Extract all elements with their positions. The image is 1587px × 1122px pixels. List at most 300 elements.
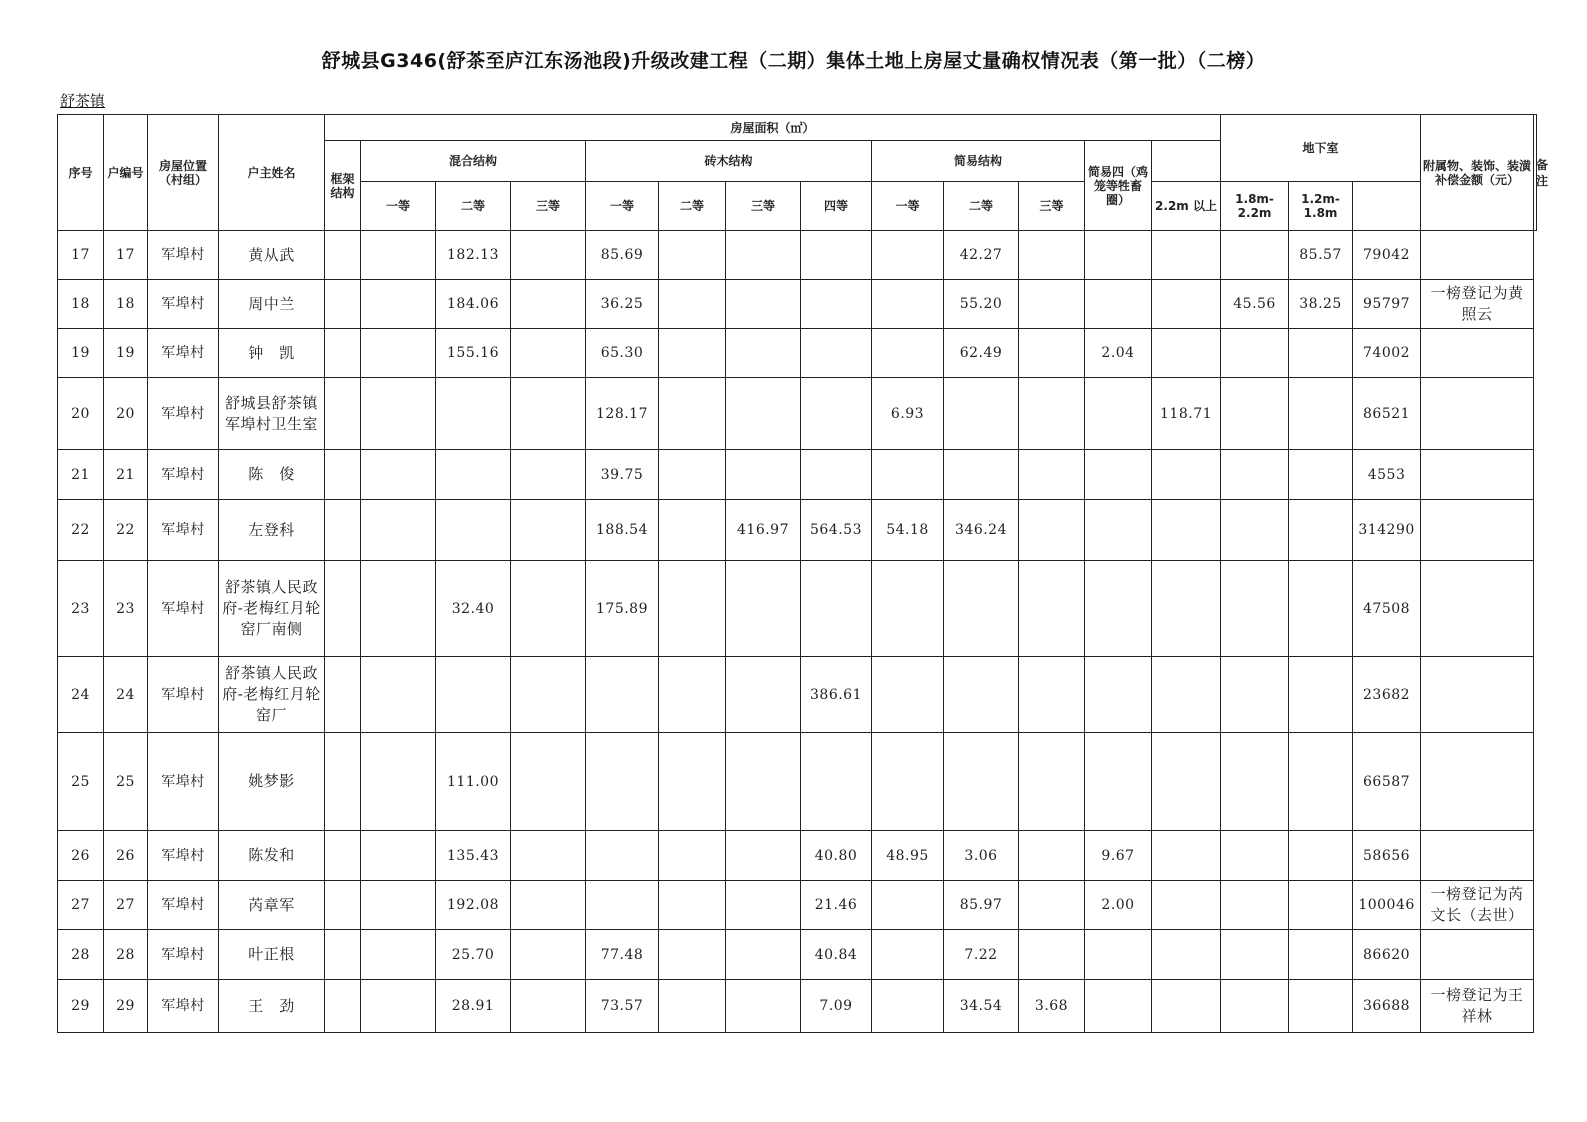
- header-brick-wood: 砖木结构: [586, 141, 872, 182]
- cell-brick-grade2: [659, 657, 726, 733]
- cell-simple-grade2: [944, 733, 1019, 831]
- cell-mixed-grade2: 25.70: [436, 930, 511, 980]
- cell-brick-grade1: 36.25: [586, 280, 659, 329]
- cell-basement-over-2-2m: [1152, 500, 1221, 561]
- cell-mixed-grade1: [361, 378, 436, 450]
- cell-mixed-grade1: [361, 881, 436, 930]
- cell-brick-grade1: 77.48: [586, 930, 659, 980]
- cell-brick-grade3: [726, 881, 801, 930]
- cell-mixed-grade1: [361, 450, 436, 500]
- cell-brick-grade2: [659, 831, 726, 881]
- cell-basement-1-2-1-8m: [1289, 831, 1353, 881]
- cell-basement-1-2-1-8m: [1289, 329, 1353, 378]
- cell-household-no: 27: [104, 881, 148, 930]
- header-location: 房屋位置（村组）: [148, 115, 219, 231]
- cell-seq: 21: [58, 450, 104, 500]
- header-basement-1-2-1-8m: 1.2m-1.8m: [1289, 182, 1353, 231]
- cell-frame: [325, 930, 361, 980]
- cell-frame: [325, 280, 361, 329]
- header-simple-grade3: 三等: [1019, 182, 1085, 231]
- cell-simple4: [1085, 561, 1152, 657]
- cell-seq: 28: [58, 930, 104, 980]
- cell-simple4: 2.00: [1085, 881, 1152, 930]
- cell-simple4: [1085, 500, 1152, 561]
- header-area-group: 房屋面积（㎡）: [325, 115, 1221, 141]
- cell-mixed-grade3: [511, 561, 586, 657]
- header-basement-over-2-2m: 2.2m 以上: [1152, 182, 1221, 231]
- cell-basement-1-8-2-2m: [1221, 450, 1289, 500]
- cell-mixed-grade2: 32.40: [436, 561, 511, 657]
- cell-location: 军埠村: [148, 930, 219, 980]
- cell-basement-over-2-2m: [1152, 831, 1221, 881]
- cell-basement-1-8-2-2m: [1221, 500, 1289, 561]
- cell-compensation: 95797: [1353, 280, 1421, 329]
- header-mixed: 混合结构: [361, 141, 586, 182]
- cell-brick-grade2: [659, 280, 726, 329]
- cell-remark: [1421, 657, 1534, 733]
- cell-simple-grade2: 34.54: [944, 980, 1019, 1033]
- cell-brick-grade3: [726, 930, 801, 980]
- cell-household-no: 17: [104, 231, 148, 280]
- cell-brick-grade3: [726, 231, 801, 280]
- cell-compensation: 58656: [1353, 831, 1421, 881]
- cell-household-no: 23: [104, 561, 148, 657]
- cell-basement-1-2-1-8m: 38.25: [1289, 280, 1353, 329]
- cell-simple-grade2: [944, 450, 1019, 500]
- cell-brick-grade2: [659, 980, 726, 1033]
- table-row: [58, 231, 1537, 280]
- cell-simple4: 9.67: [1085, 831, 1152, 881]
- cell-frame: [325, 733, 361, 831]
- cell-compensation: 79042: [1353, 231, 1421, 280]
- cell-basement-1-8-2-2m: 45.56: [1221, 280, 1289, 329]
- cell-seq: 27: [58, 881, 104, 930]
- cell-remark: 一榜登记为王祥林: [1421, 980, 1534, 1033]
- cell-frame: [325, 980, 361, 1033]
- cell-simple4: [1085, 930, 1152, 980]
- header-simple-grade2: 二等: [944, 182, 1019, 231]
- cell-brick-grade3: [726, 561, 801, 657]
- cell-owner: 左登科: [219, 500, 325, 561]
- cell-owner: 舒城县舒茶镇军埠村卫生室: [219, 378, 325, 450]
- header-frame: 框架结构: [325, 141, 361, 231]
- cell-simple-grade3: [1019, 881, 1085, 930]
- cell-frame: [325, 881, 361, 930]
- cell-frame: [325, 329, 361, 378]
- cell-basement-1-8-2-2m: [1221, 231, 1289, 280]
- cell-basement-1-2-1-8m: [1289, 930, 1353, 980]
- cell-basement-over-2-2m: [1152, 231, 1221, 280]
- cell-mixed-grade1: [361, 980, 436, 1033]
- cell-basement-1-8-2-2m: [1221, 561, 1289, 657]
- cell-location: 军埠村: [148, 561, 219, 657]
- header-brick-grade4: 四等: [801, 182, 872, 231]
- cell-brick-grade4: 7.09: [801, 980, 872, 1033]
- cell-basement-over-2-2m: [1152, 980, 1221, 1033]
- cell-simple-grade2: 55.20: [944, 280, 1019, 329]
- cell-brick-grade3: 416.97: [726, 500, 801, 561]
- cell-simple-grade1: [872, 657, 944, 733]
- cell-remark: [1421, 231, 1534, 280]
- cell-brick-grade4: [801, 329, 872, 378]
- cell-brick-grade2: [659, 500, 726, 561]
- cell-compensation: 100046: [1353, 881, 1421, 930]
- page-title: 舒城县G346(舒茶至庐江东汤池段)升级改建工程（二期）集体土地上房屋丈量确权情况表（第一批）（二榜）: [321, 50, 1266, 72]
- cell-frame: [325, 378, 361, 450]
- cell-mixed-grade3: [511, 280, 586, 329]
- cell-brick-grade2: [659, 733, 726, 831]
- cell-mixed-grade3: [511, 231, 586, 280]
- cell-mixed-grade2: 28.91: [436, 980, 511, 1033]
- cell-mixed-grade3: [511, 329, 586, 378]
- table-row: [58, 500, 1537, 561]
- cell-seq: 26: [58, 831, 104, 881]
- cell-brick-grade3: [726, 980, 801, 1033]
- cell-frame: [325, 657, 361, 733]
- cell-remark: [1421, 733, 1534, 831]
- header-basement-1-8-2-2m: 1.8m-2.2m: [1221, 182, 1289, 231]
- cell-brick-grade4: [801, 280, 872, 329]
- cell-simple-grade3: [1019, 831, 1085, 881]
- cell-basement-over-2-2m: [1152, 930, 1221, 980]
- cell-mixed-grade2: [436, 500, 511, 561]
- cell-brick-grade3: [726, 450, 801, 500]
- cell-simple-grade1: [872, 930, 944, 980]
- cell-simple-grade1: [872, 450, 944, 500]
- cell-remark: 一榜登记为芮文长（去世）: [1421, 881, 1534, 930]
- cell-simple-grade3: [1019, 280, 1085, 329]
- cell-basement-1-2-1-8m: [1289, 561, 1353, 657]
- cell-simple-grade2: 346.24: [944, 500, 1019, 561]
- cell-simple-grade2: 3.06: [944, 831, 1019, 881]
- cell-brick-grade2: [659, 561, 726, 657]
- cell-simple-grade2: 7.22: [944, 930, 1019, 980]
- cell-brick-grade1: 128.17: [586, 378, 659, 450]
- cell-household-no: 24: [104, 657, 148, 733]
- cell-simple4: [1085, 980, 1152, 1033]
- cell-simple-grade3: [1019, 733, 1085, 831]
- cell-simple4: [1085, 378, 1152, 450]
- table-row: [58, 378, 1537, 450]
- cell-basement-1-8-2-2m: [1221, 329, 1289, 378]
- cell-simple-grade1: 6.93: [872, 378, 944, 450]
- cell-compensation: 86620: [1353, 930, 1421, 980]
- cell-simple-grade3: [1019, 930, 1085, 980]
- cell-frame: [325, 450, 361, 500]
- cell-location: 军埠村: [148, 231, 219, 280]
- cell-location: 军埠村: [148, 980, 219, 1033]
- cell-remark: [1421, 329, 1534, 378]
- cell-simple4: [1085, 231, 1152, 280]
- header-basement: 地下室: [1221, 115, 1421, 182]
- cell-mixed-grade1: [361, 280, 436, 329]
- cell-seq: 18: [58, 280, 104, 329]
- cell-mixed-grade3: [511, 881, 586, 930]
- cell-location: 军埠村: [148, 881, 219, 930]
- cell-brick-grade3: [726, 329, 801, 378]
- cell-owner: 钟 凯: [219, 329, 325, 378]
- cell-brick-grade4: 40.84: [801, 930, 872, 980]
- cell-seq: 22: [58, 500, 104, 561]
- cell-basement-1-8-2-2m: [1221, 831, 1289, 881]
- cell-simple-grade3: [1019, 378, 1085, 450]
- cell-remark: [1421, 500, 1534, 561]
- cell-brick-grade4: [801, 231, 872, 280]
- header-mixed-grade2: 二等: [436, 182, 511, 231]
- cell-simple-grade1: 54.18: [872, 500, 944, 561]
- cell-brick-grade1: 175.89: [586, 561, 659, 657]
- cell-compensation: 4553: [1353, 450, 1421, 500]
- cell-location: 军埠村: [148, 378, 219, 450]
- cell-basement-over-2-2m: [1152, 280, 1221, 329]
- cell-simple4: [1085, 450, 1152, 500]
- cell-brick-grade2: [659, 930, 726, 980]
- cell-brick-grade3: [726, 378, 801, 450]
- cell-owner: 周中兰: [219, 280, 325, 329]
- cell-basement-1-8-2-2m: [1221, 733, 1289, 831]
- cell-compensation: 23682: [1353, 657, 1421, 733]
- cell-remark: [1421, 378, 1534, 450]
- table-row: [58, 657, 1537, 733]
- cell-seq: 29: [58, 980, 104, 1033]
- cell-basement-over-2-2m: [1152, 561, 1221, 657]
- cell-brick-grade1: 39.75: [586, 450, 659, 500]
- cell-mixed-grade1: [361, 561, 436, 657]
- cell-brick-grade1: 188.54: [586, 500, 659, 561]
- cell-brick-grade1: [586, 831, 659, 881]
- cell-simple-grade3: [1019, 561, 1085, 657]
- cell-simple-grade1: [872, 980, 944, 1033]
- cell-mixed-grade1: [361, 500, 436, 561]
- cell-location: 军埠村: [148, 831, 219, 881]
- header-simple: 简易结构: [872, 141, 1085, 182]
- cell-mixed-grade2: [436, 378, 511, 450]
- cell-brick-grade3: [726, 657, 801, 733]
- cell-owner: 舒茶镇人民政府-老梅红月轮窑厂南侧: [219, 561, 325, 657]
- cell-location: 军埠村: [148, 657, 219, 733]
- cell-seq: 17: [58, 231, 104, 280]
- cell-seq: 20: [58, 378, 104, 450]
- cell-brick-grade3: [726, 733, 801, 831]
- cell-brick-grade2: [659, 231, 726, 280]
- cell-simple-grade1: [872, 561, 944, 657]
- cell-basement-1-8-2-2m: [1221, 657, 1289, 733]
- cell-frame: [325, 831, 361, 881]
- cell-mixed-grade1: [361, 231, 436, 280]
- cell-brick-grade3: [726, 280, 801, 329]
- cell-simple-grade3: [1019, 450, 1085, 500]
- cell-mixed-grade2: 184.06: [436, 280, 511, 329]
- cell-simple-grade2: [944, 378, 1019, 450]
- cell-basement-1-2-1-8m: 85.57: [1289, 231, 1353, 280]
- cell-basement-over-2-2m: [1152, 657, 1221, 733]
- cell-owner: 黄从武: [219, 231, 325, 280]
- cell-compensation: 66587: [1353, 733, 1421, 831]
- cell-location: 军埠村: [148, 733, 219, 831]
- cell-seq: 19: [58, 329, 104, 378]
- cell-basement-1-2-1-8m: [1289, 378, 1353, 450]
- cell-mixed-grade1: [361, 329, 436, 378]
- table-row: [58, 881, 1537, 930]
- cell-household-no: 20: [104, 378, 148, 450]
- cell-household-no: 18: [104, 280, 148, 329]
- cell-mixed-grade2: 111.00: [436, 733, 511, 831]
- cell-brick-grade4: 40.80: [801, 831, 872, 881]
- cell-household-no: 19: [104, 329, 148, 378]
- cell-mixed-grade2: [436, 657, 511, 733]
- cell-frame: [325, 231, 361, 280]
- cell-basement-over-2-2m: [1152, 450, 1221, 500]
- header-remark: 备注: [1534, 115, 1537, 231]
- cell-remark: [1421, 561, 1534, 657]
- cell-mixed-grade2: 135.43: [436, 831, 511, 881]
- cell-mixed-grade2: 192.08: [436, 881, 511, 930]
- cell-brick-grade1: 85.69: [586, 231, 659, 280]
- cell-simple-grade2: 62.49: [944, 329, 1019, 378]
- cell-simple-grade3: [1019, 657, 1085, 733]
- cell-simple-grade1: [872, 231, 944, 280]
- cell-owner: 陈发和: [219, 831, 325, 881]
- cell-simple-grade1: [872, 329, 944, 378]
- cell-owner: 王 劲: [219, 980, 325, 1033]
- cell-basement-1-2-1-8m: [1289, 733, 1353, 831]
- table-row: [58, 930, 1537, 980]
- cell-basement-over-2-2m: 118.71: [1152, 378, 1221, 450]
- cell-basement-1-8-2-2m: [1221, 881, 1289, 930]
- cell-basement-1-2-1-8m: [1289, 500, 1353, 561]
- table-row: [58, 831, 1537, 881]
- cell-mixed-grade1: [361, 733, 436, 831]
- cell-basement-over-2-2m: [1152, 733, 1221, 831]
- cell-mixed-grade1: [361, 657, 436, 733]
- cell-mixed-grade2: 155.16: [436, 329, 511, 378]
- cell-owner: 姚梦影: [219, 733, 325, 831]
- cell-household-no: 29: [104, 980, 148, 1033]
- table-row: [58, 450, 1537, 500]
- cell-remark: 一榜登记为黄照云: [1421, 280, 1534, 329]
- cell-remark: [1421, 450, 1534, 500]
- cell-frame: [325, 561, 361, 657]
- header-mixed-grade1: 一等: [361, 182, 436, 231]
- cell-remark: [1421, 930, 1534, 980]
- cell-simple-grade2: [944, 561, 1019, 657]
- cell-mixed-grade3: [511, 378, 586, 450]
- cell-compensation: 47508: [1353, 561, 1421, 657]
- cell-brick-grade1: 65.30: [586, 329, 659, 378]
- cell-household-no: 25: [104, 733, 148, 831]
- cell-compensation: 86521: [1353, 378, 1421, 450]
- header-brick-grade1: 一等: [586, 182, 659, 231]
- cell-brick-grade4: [801, 733, 872, 831]
- cell-location: 军埠村: [148, 329, 219, 378]
- table-row: [58, 280, 1537, 329]
- cell-brick-grade4: 21.46: [801, 881, 872, 930]
- cell-basement-1-2-1-8m: [1289, 450, 1353, 500]
- cell-simple-grade2: [944, 657, 1019, 733]
- cell-mixed-grade3: [511, 450, 586, 500]
- cell-basement-over-2-2m: [1152, 881, 1221, 930]
- cell-seq: 25: [58, 733, 104, 831]
- header-owner: 户主姓名: [219, 115, 325, 231]
- cell-mixed-grade1: [361, 831, 436, 881]
- cell-brick-grade2: [659, 378, 726, 450]
- cell-location: 军埠村: [148, 280, 219, 329]
- cell-simple4: 2.04: [1085, 329, 1152, 378]
- cell-simple4: [1085, 280, 1152, 329]
- header-seq: 序号: [58, 115, 104, 231]
- cell-brick-grade4: [801, 450, 872, 500]
- cell-household-no: 28: [104, 930, 148, 980]
- cell-simple-grade1: [872, 881, 944, 930]
- cell-simple4: [1085, 733, 1152, 831]
- cell-basement-1-2-1-8m: [1289, 980, 1353, 1033]
- cell-brick-grade3: [726, 831, 801, 881]
- cell-compensation: 74002: [1353, 329, 1421, 378]
- cell-simple-grade2: 85.97: [944, 881, 1019, 930]
- cell-simple-grade3: 3.68: [1019, 980, 1085, 1033]
- cell-mixed-grade3: [511, 980, 586, 1033]
- cell-remark: [1421, 831, 1534, 881]
- table-body: [58, 231, 1537, 1033]
- cell-mixed-grade1: [361, 930, 436, 980]
- cell-simple4: [1085, 657, 1152, 733]
- table-row: [58, 980, 1537, 1033]
- cell-location: 军埠村: [148, 450, 219, 500]
- cell-frame: [325, 500, 361, 561]
- cell-brick-grade4: 564.53: [801, 500, 872, 561]
- cell-simple-grade3: [1019, 329, 1085, 378]
- cell-basement-1-2-1-8m: [1289, 657, 1353, 733]
- cell-compensation: 36688: [1353, 980, 1421, 1033]
- cell-brick-grade2: [659, 881, 726, 930]
- cell-seq: 23: [58, 561, 104, 657]
- cell-mixed-grade3: [511, 831, 586, 881]
- cell-simple-grade3: [1019, 231, 1085, 280]
- header-simple4: 简易四（鸡笼等牲畜圈）: [1085, 141, 1152, 231]
- cell-simple-grade2: 42.27: [944, 231, 1019, 280]
- cell-brick-grade2: [659, 450, 726, 500]
- header-compensation: 附属物、装饰、装潢补偿金额（元）: [1421, 115, 1534, 231]
- cell-compensation: 314290: [1353, 500, 1421, 561]
- cell-seq: 24: [58, 657, 104, 733]
- cell-mixed-grade3: [511, 500, 586, 561]
- cell-brick-grade2: [659, 329, 726, 378]
- cell-household-no: 26: [104, 831, 148, 881]
- header-brick-grade2: 二等: [659, 182, 726, 231]
- cell-simple-grade1: [872, 733, 944, 831]
- cell-mixed-grade2: 182.13: [436, 231, 511, 280]
- cell-household-no: 22: [104, 500, 148, 561]
- cell-basement-1-8-2-2m: [1221, 930, 1289, 980]
- header-simple-grade1: 一等: [872, 182, 944, 231]
- cell-brick-grade4: [801, 561, 872, 657]
- town-label: 舒茶镇: [60, 92, 106, 110]
- header-household-no: 户编号: [104, 115, 148, 231]
- cell-brick-grade4: 386.61: [801, 657, 872, 733]
- cell-mixed-grade3: [511, 657, 586, 733]
- cell-brick-grade1: [586, 881, 659, 930]
- header-brick-grade3: 三等: [726, 182, 801, 231]
- cell-brick-grade4: [801, 378, 872, 450]
- table-row: [58, 561, 1537, 657]
- table-row: [58, 329, 1537, 378]
- survey-table: [57, 114, 1549, 1033]
- header-mixed-grade3: 三等: [511, 182, 586, 231]
- table-row: [58, 733, 1537, 831]
- cell-mixed-grade3: [511, 733, 586, 831]
- cell-simple-grade1: [872, 280, 944, 329]
- cell-household-no: 21: [104, 450, 148, 500]
